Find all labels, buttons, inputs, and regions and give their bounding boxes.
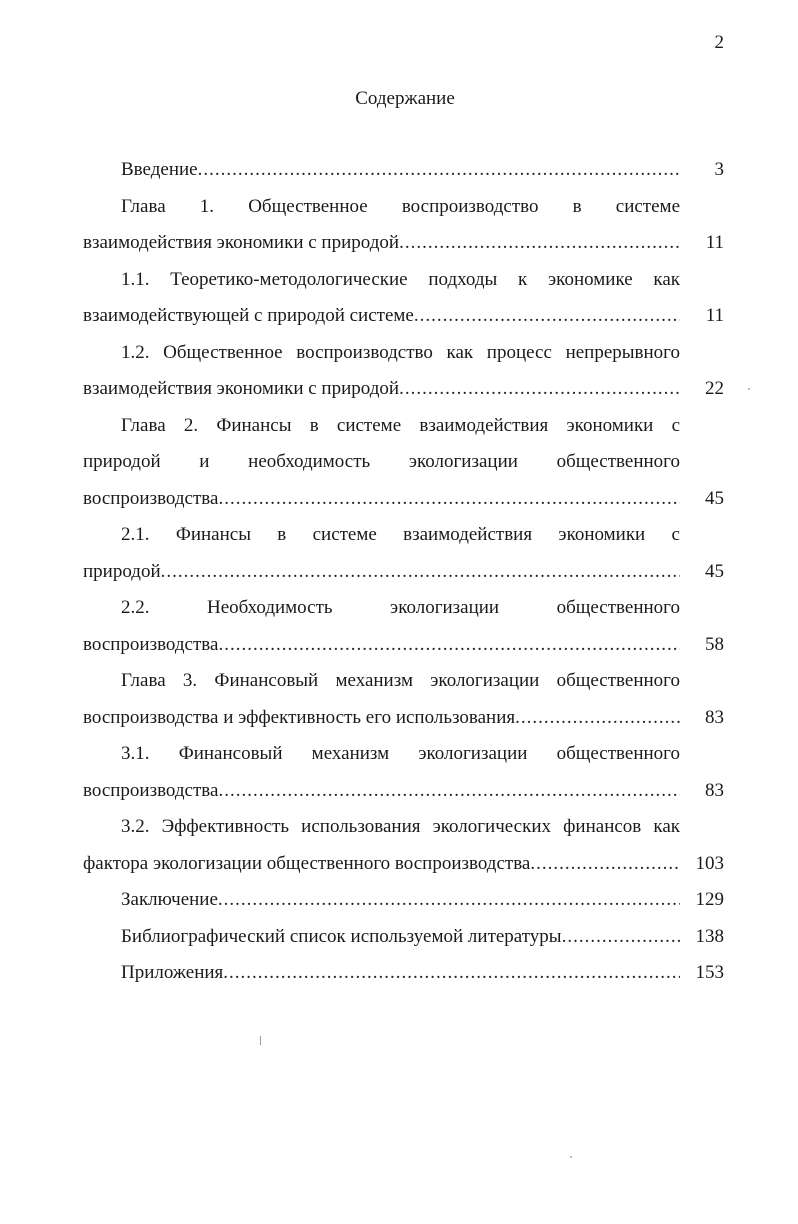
toc-entry[interactable] — [83, 704, 724, 741]
toc-entry-text: Введение — [121, 159, 198, 180]
scan-artifact — [260, 1036, 261, 1045]
toc-entry[interactable] — [83, 375, 724, 412]
toc-entry-heading: Глава 3. Финансовый механизм экологизации общественного — [121, 670, 680, 691]
toc-entry[interactable] — [83, 485, 724, 522]
toc-entry[interactable] — [83, 850, 724, 887]
dot-leader — [198, 156, 680, 184]
toc-entry-text: Библиографический список используемой литературы — [121, 925, 562, 947]
toc-entry-heading: 2.2. Необходимость экологизации общественного — [121, 597, 680, 618]
dot-leader — [530, 850, 680, 878]
toc-entry[interactable] — [83, 777, 724, 814]
dot-leader — [414, 302, 680, 330]
toc-entry-text: взаимодействия экономики с природой — [83, 232, 400, 253]
page-number: 2 — [714, 32, 724, 53]
toc-entry-text: воспроизводства — [83, 633, 219, 655]
toc-entry-heading: 3.1. Финансовый механизм экологизации общественного — [121, 743, 680, 764]
toc-entry[interactable] — [83, 229, 724, 266]
page-title: Содержание — [355, 88, 455, 109]
toc-entry-heading: 1.1. Теоретико-методологические подходы к экономике как — [121, 268, 680, 290]
toc-entry-text: воспроизводства — [83, 779, 219, 801]
toc-entry-line[interactable] — [83, 740, 724, 777]
toc-page-number: 45 — [705, 487, 724, 509]
toc-entry-heading: Глава 2. Финансы в системе взаимодействия экономики с — [121, 414, 680, 436]
table-of-contents — [83, 156, 724, 996]
toc-entry-line[interactable] — [83, 667, 724, 704]
toc-page-number: 3 — [714, 159, 724, 180]
dot-leader — [218, 631, 680, 659]
toc-entry-text: фактора экологизации общественного воспроизводства — [83, 852, 531, 874]
toc-page-number: 138 — [695, 925, 724, 947]
toc-page-number: 83 — [705, 779, 724, 801]
toc-page-number: 103 — [695, 852, 724, 874]
toc-page-number: 153 — [695, 962, 724, 983]
toc-page-number: 45 — [705, 560, 724, 582]
toc-entry-text: природой — [83, 560, 161, 582]
toc-entry-text: Заключение — [121, 889, 218, 910]
toc-entry-line[interactable] — [83, 521, 724, 558]
toc-entry[interactable] — [83, 959, 724, 996]
toc-entry-line[interactable] — [83, 448, 724, 485]
toc-entry[interactable] — [83, 558, 724, 595]
toc-entry[interactable] — [83, 302, 724, 339]
toc-entry-heading: природой и необходимость экологизации общественного — [83, 451, 680, 472]
dot-leader — [562, 923, 680, 951]
dot-leader — [218, 886, 680, 914]
toc-entry-line[interactable] — [83, 813, 724, 850]
toc-entry-text: взаимодействия экономики с природой — [83, 378, 400, 399]
toc-entry-text: воспроизводства — [83, 487, 219, 509]
dot-leader — [218, 485, 680, 513]
dot-leader — [399, 229, 680, 257]
toc-entry-line[interactable] — [83, 594, 724, 631]
toc-page-number: 58 — [705, 633, 724, 655]
toc-entry[interactable] — [83, 631, 724, 668]
toc-entry-text: воспроизводства и эффективность его использования — [83, 706, 516, 728]
toc-entry[interactable] — [83, 923, 724, 960]
scan-artifact — [570, 1156, 572, 1158]
toc-entry-heading: 1.2. Общественное воспроизводство как процесс непрерывного — [121, 341, 680, 363]
toc-entry-line[interactable] — [83, 339, 724, 376]
dot-leader — [223, 959, 680, 987]
toc-entry-heading: Глава 1. Общественное воспроизводство в системе — [121, 195, 680, 217]
toc-page-number: 22 — [705, 378, 724, 399]
toc-page-number: 83 — [705, 706, 724, 728]
toc-entry-line[interactable] — [83, 412, 724, 449]
toc-page-number: 129 — [695, 889, 724, 910]
dot-leader — [399, 375, 680, 403]
toc-entry-line[interactable] — [83, 266, 724, 303]
toc-entry-text: взаимодействующей с природой системе — [83, 305, 414, 326]
dot-leader — [515, 704, 680, 732]
toc-entry-heading: 3.2. Эффективность использования экологических финансов как — [121, 816, 680, 837]
scan-artifact — [748, 388, 750, 390]
toc-entry-heading: 2.1. Финансы в системе взаимодействия экономики с — [121, 524, 680, 545]
toc-entry-line[interactable] — [83, 193, 724, 230]
toc-entry-text: Приложения — [121, 962, 224, 983]
toc-page-number: 11 — [705, 232, 724, 253]
dot-leader — [161, 558, 680, 586]
dot-leader — [218, 777, 680, 805]
toc-entry[interactable] — [83, 886, 724, 923]
toc-page-number: 11 — [705, 305, 724, 326]
toc-entry[interactable] — [83, 156, 724, 193]
